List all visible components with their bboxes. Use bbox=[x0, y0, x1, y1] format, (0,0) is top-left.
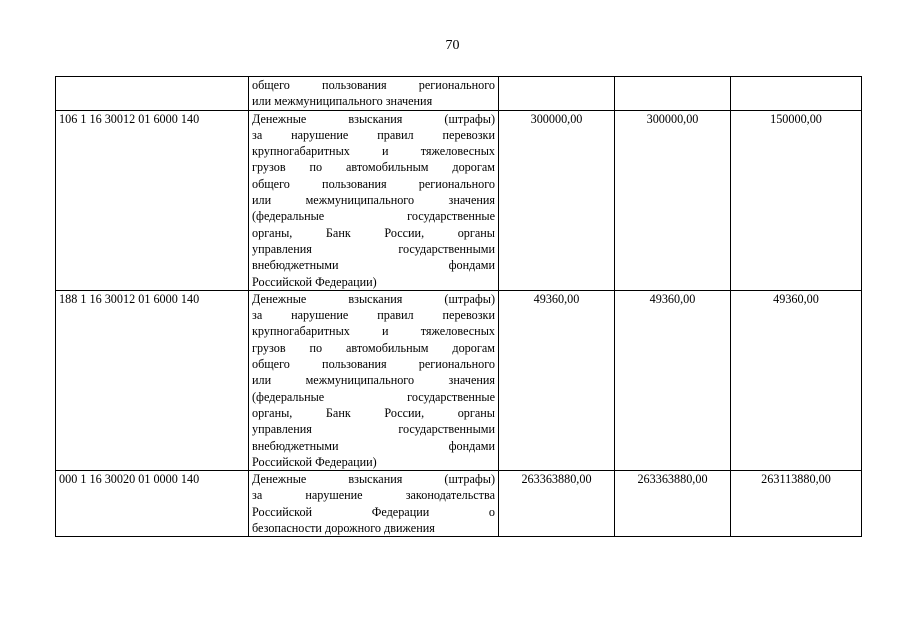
table-row bbox=[56, 110, 862, 290]
description-line: или межмуниципального значения bbox=[252, 94, 433, 109]
amount-cell bbox=[615, 77, 731, 111]
description-cell bbox=[249, 290, 499, 470]
description-line: общего пользования регионального bbox=[252, 357, 495, 372]
description-cell bbox=[249, 77, 499, 111]
amount-cell: 263363880,00 bbox=[499, 471, 615, 537]
description-line: за нарушение правил перевозки bbox=[252, 308, 495, 323]
page-number: 70 bbox=[445, 38, 460, 53]
description-line: органы, Банк России, органы bbox=[252, 225, 495, 240]
amount-cell bbox=[499, 77, 615, 111]
budget-code-cell: 000 1 16 30020 01 0000 140 bbox=[56, 471, 249, 537]
description-line: органы, Банк России, органы bbox=[252, 405, 495, 420]
description-line: (федеральные государственные bbox=[252, 389, 495, 404]
description-line: крупногабаритных и тяжеловесных bbox=[252, 324, 495, 339]
description-line: за нарушение законодательства bbox=[252, 488, 495, 503]
amount-cell: 49360,00 bbox=[731, 290, 862, 470]
amount-cell: 263113880,00 bbox=[731, 471, 862, 537]
description-line: безопасности дорожного движения bbox=[252, 521, 435, 536]
budget-code-cell: 106 1 16 30012 01 6000 140 bbox=[56, 110, 249, 290]
amount-cell bbox=[731, 77, 862, 111]
description-line: Российской Федерации) bbox=[252, 454, 377, 469]
table-row bbox=[56, 77, 862, 111]
description-line: Денежные взыскания (штрафы) bbox=[252, 472, 495, 487]
amount-cell: 49360,00 bbox=[615, 290, 731, 470]
description-line: за нарушение правил перевозки bbox=[252, 127, 495, 142]
amount-cell: 300000,00 bbox=[499, 110, 615, 290]
amount-cell: 150000,00 bbox=[731, 110, 862, 290]
description-line: или межмуниципального значения bbox=[252, 373, 495, 388]
description-line: (федеральные государственные bbox=[252, 209, 495, 224]
description-cell bbox=[249, 471, 499, 537]
description-line: крупногабаритных и тяжеловесных bbox=[252, 144, 495, 159]
description-line: Денежные взыскания (штрафы) bbox=[252, 111, 495, 126]
description-line: Денежные взыскания (штрафы) bbox=[252, 291, 495, 306]
description-line: общего пользования регионального bbox=[252, 78, 495, 92]
amount-cell: 300000,00 bbox=[615, 110, 731, 290]
budget-code-cell: 188 1 16 30012 01 6000 140 bbox=[56, 290, 249, 470]
description-line: внебюджетными фондами bbox=[252, 258, 495, 273]
description-line: Российской Федерации) bbox=[252, 274, 377, 289]
description-line: грузов по автомобильным дорогам bbox=[252, 340, 495, 355]
description-line: внебюджетными фондами bbox=[252, 438, 495, 453]
amount-cell: 263363880,00 bbox=[615, 471, 731, 537]
description-cell bbox=[249, 110, 499, 290]
description-line: общего пользования регионального bbox=[252, 176, 495, 191]
table-row bbox=[56, 471, 862, 537]
budget-code-cell bbox=[56, 77, 249, 111]
description-line: грузов по автомобильным дорогам bbox=[252, 160, 495, 175]
table-row bbox=[56, 290, 862, 470]
revenue-table bbox=[55, 76, 862, 537]
description-line: Российской Федерации о bbox=[252, 504, 495, 519]
description-line: управления государственными bbox=[252, 241, 495, 256]
description-line: или межмуниципального значения bbox=[252, 193, 495, 208]
description-line: управления государственными bbox=[252, 422, 495, 437]
amount-cell: 49360,00 bbox=[499, 290, 615, 470]
